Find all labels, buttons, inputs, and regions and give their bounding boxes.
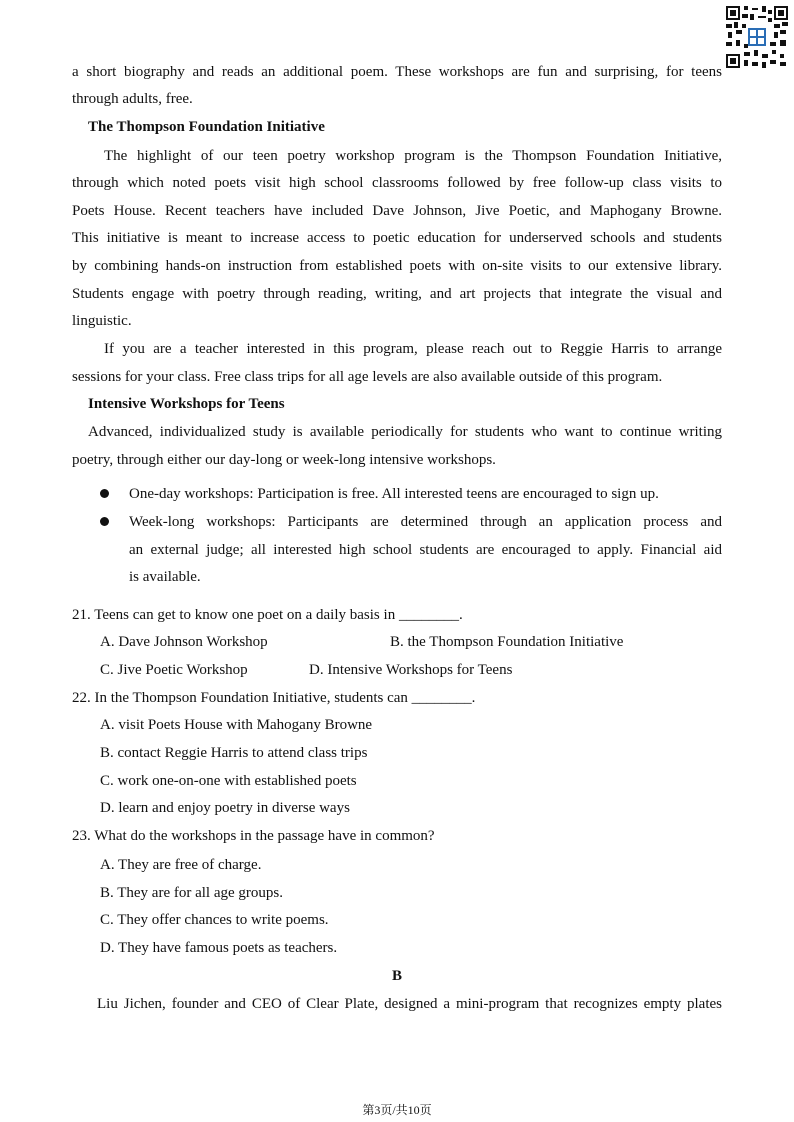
question-option: A. visit Poets House with Mahogany Browne (100, 717, 373, 733)
page-number: 第3页/共10页 (362, 1103, 432, 1117)
question-option: C. work one-on-one with established poets (100, 773, 357, 789)
passage-text-line: by combining hands-on instruction from established poets with on-site visits to our extensive library. (72, 258, 722, 274)
qr-code-icon (726, 6, 788, 68)
question-option: B. contact Reggie Harris to attend class trips (100, 745, 368, 761)
question-stem-22: 22. In the Thompson Foundation Initiative, students can ________. (72, 690, 476, 706)
question-option: C. They offer chances to write poems. (100, 912, 329, 928)
passage-text-line: If you are a teacher interested in this program, please reach out to Reggie Harris to arrange (104, 341, 722, 357)
passage-text-line: Poets House. Recent teachers have included Dave Johnson, Jive Poetic, and Maphogany Browne. (72, 203, 722, 219)
passage-text-line: The highlight of our teen poetry workshop program is the Thompson Foundation Initiative, (104, 148, 722, 164)
passage-text-line: Liu Jichen, founder and CEO of Clear Plate, designed a mini-program that recognizes empty plates (97, 996, 722, 1012)
question-option: A. They are free of charge. (100, 857, 262, 873)
bullet-text-line: is available. (129, 569, 201, 585)
section-heading-intensive: Intensive Workshops for Teens (88, 396, 285, 412)
question-stem-23: 23. What do the workshops in the passage have in common? (72, 828, 435, 844)
bullet-icon (100, 489, 109, 498)
passage-text-line: through which noted poets visit high school classrooms followed by free follow-up class visits to (72, 175, 722, 191)
passage-text-line: sessions for your class. Free class trips for all age levels are also available outside of this program. (72, 369, 663, 385)
bullet-text-line: Week-long workshops: Participants are determined through an application process and (129, 514, 722, 530)
passage-text-line: through adults, free. (72, 91, 193, 107)
passage-text-line: This initiative is meant to increase access to poetic education for underserved schools and students (72, 230, 722, 246)
passage-text-line: Students engage with poetry through reading, writing, and art projects that integrate the visual and (72, 286, 722, 302)
passage-text-line: poetry, through either our day-long or week-long intensive workshops. (72, 452, 496, 468)
bullet-text-line: an external judge; all interested high school students are encouraged to apply. Financial aid (129, 542, 722, 558)
bullet-icon (100, 517, 109, 526)
section-heading-thompson: The Thompson Foundation Initiative (88, 119, 325, 135)
question-option: C. Jive Poetic Workshop (100, 662, 248, 678)
question-option: A. Dave Johnson Workshop (100, 634, 268, 650)
passage-text-line: a short biography and reads an additional poem. These workshops are fun and surprising, for teens (72, 64, 722, 80)
question-stem-21: 21. Teens can get to know one poet on a daily basis in ________. (72, 607, 463, 623)
question-option: D. They have famous poets as teachers. (100, 940, 338, 956)
question-option: D. learn and enjoy poetry in diverse ways (100, 800, 350, 816)
question-option: B. They are for all age groups. (100, 885, 283, 901)
passage-text-line: linguistic. (72, 313, 132, 329)
question-option: D. Intensive Workshops for Teens (309, 662, 513, 678)
passage-b-label: B (391, 968, 402, 984)
bullet-text-line: One-day workshops: Participation is free. All interested teens are encouraged to sign up. (129, 486, 659, 502)
passage-text-line: Advanced, individualized study is available periodically for students who want to continue writing (88, 424, 722, 440)
question-option: B. the Thompson Foundation Initiative (390, 634, 624, 650)
